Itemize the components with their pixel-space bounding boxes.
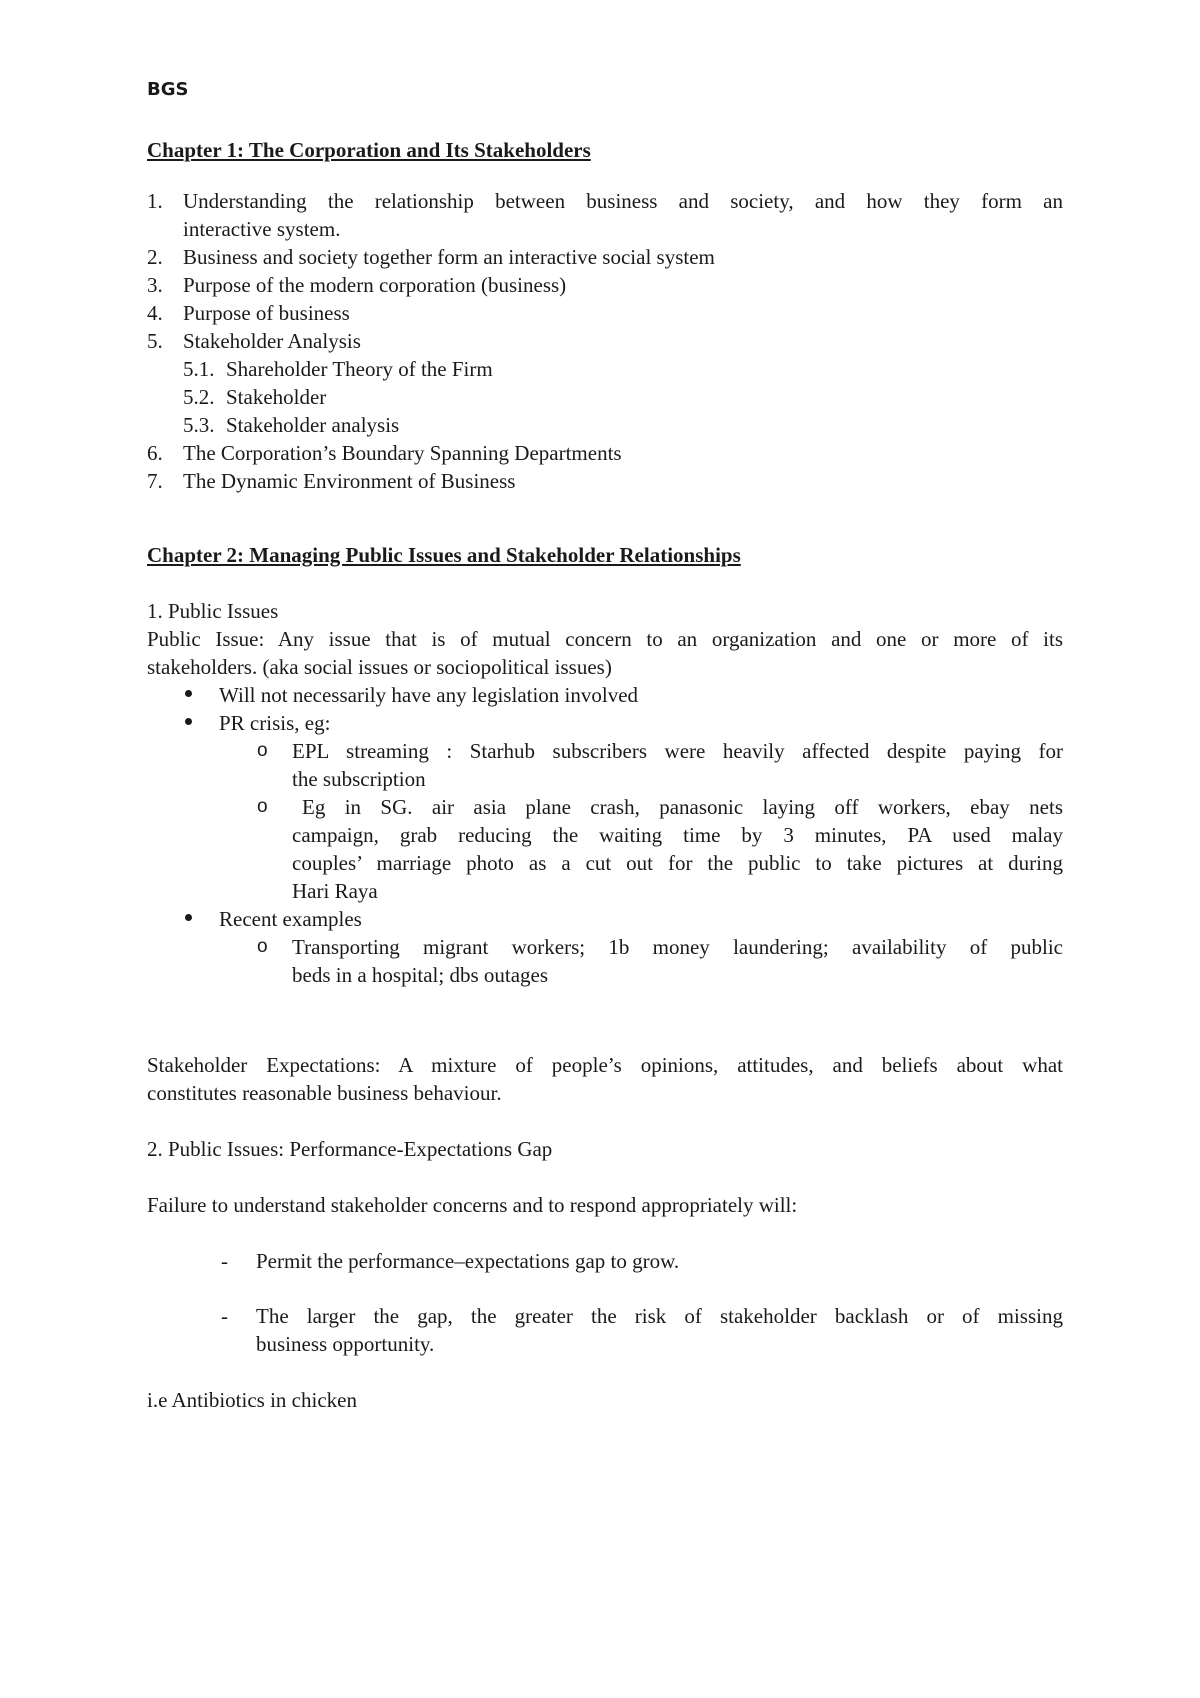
sublist-item-text: Shareholder Theory of the Firm	[226, 357, 493, 381]
dash-item-text: Permit the performance–expectations gap to grow.	[256, 1249, 680, 1273]
failure-text: Failure to understand stakeholder concerns and to respond appropriately will:	[147, 1193, 798, 1217]
list-number: 4.	[147, 301, 163, 325]
list-number: 6.	[147, 441, 163, 465]
sub-bullet-text: couples’ marriage photo as a cut out for the public to take pictures at during	[292, 851, 1063, 875]
section-heading: 2. Public Issues: Performance-Expectations Gap	[147, 1137, 553, 1161]
sublist-item-text: Stakeholder	[226, 385, 327, 409]
definition-text: stakeholders. (aka social issues or sociopolitical issues)	[147, 655, 612, 679]
list-item-text: Understanding the relationship between business and society, and how they form an	[183, 189, 1063, 213]
chapter-2-title: Chapter 2: Managing Public Issues and Stakeholder Relationships	[147, 543, 741, 567]
section-heading: 1. Public Issues	[147, 599, 279, 623]
dash-item-text: The larger the gap, the greater the risk of stakeholder backlash or of missing	[256, 1304, 1063, 1328]
dash-icon: -	[221, 1304, 228, 1328]
bullet-text: PR crisis, eg:	[219, 711, 331, 735]
dash-item-text: business opportunity.	[256, 1332, 435, 1356]
list-number: 7.	[147, 469, 163, 493]
list-number: 5.	[147, 329, 163, 353]
sublist-number: 5.3.	[183, 413, 215, 437]
bullet-text: Will not necessarily have any legislation involved	[219, 683, 639, 707]
sub-bullet-text: Transporting migrant workers; 1b money laundering; availability of public	[292, 935, 1063, 959]
list-number: 1.	[147, 189, 163, 213]
list-item-text: Business and society together form an interactive social system	[183, 245, 715, 269]
chapter-1-title: Chapter 1: The Corporation and Its Stakeholders	[147, 138, 591, 162]
sub-bullet-text: Hari Raya	[292, 879, 378, 903]
sub-bullet-text: Eg in SG. air asia plane crash, panasonic laying off workers, ebay nets	[302, 795, 1063, 819]
sub-bullet-text: beds in a hospital; dbs outages	[292, 963, 549, 987]
bullet-text: Recent examples	[219, 907, 362, 931]
definition-text: Public Issue: Any issue that is of mutual concern to an organization and one or more of its	[147, 627, 1063, 651]
sublist-number: 5.1.	[183, 357, 215, 381]
list-number: 2.	[147, 245, 163, 269]
sub-bullet-text: the subscription	[292, 767, 426, 791]
sub-bullet-text: campaign, grab reducing the waiting time by 3 minutes, PA used malay	[292, 823, 1063, 847]
list-item-text: Purpose of the modern corporation (business)	[183, 273, 567, 297]
bullet-icon	[185, 718, 192, 725]
list-item-text: The Dynamic Environment of Business	[183, 469, 516, 493]
document-header: BGS	[147, 79, 189, 100]
example-text: i.e Antibiotics in chicken	[147, 1388, 357, 1412]
list-item-text: Purpose of business	[183, 301, 350, 325]
sub-bullet-icon: o	[257, 740, 268, 761]
sublist-item-text: Stakeholder analysis	[226, 413, 400, 437]
expectations-text: constitutes reasonable business behaviour.	[147, 1081, 502, 1105]
sub-bullet-icon: o	[257, 796, 268, 817]
sub-bullet-text: EPL streaming : Starhub subscribers were heavily affected despite paying for	[292, 739, 1063, 763]
list-item-text: interactive system.	[183, 217, 341, 241]
expectations-text: Stakeholder Expectations: A mixture of people’s opinions, attitudes, and beliefs about what	[147, 1053, 1063, 1077]
sub-bullet-icon: o	[257, 936, 268, 957]
bullet-icon	[185, 914, 192, 921]
list-item-text: The Corporation’s Boundary Spanning Departments	[183, 441, 622, 465]
list-number: 3.	[147, 273, 163, 297]
list-item-text: Stakeholder Analysis	[183, 329, 361, 353]
sublist-number: 5.2.	[183, 385, 215, 409]
dash-icon: -	[221, 1249, 228, 1273]
bullet-icon	[185, 690, 192, 697]
